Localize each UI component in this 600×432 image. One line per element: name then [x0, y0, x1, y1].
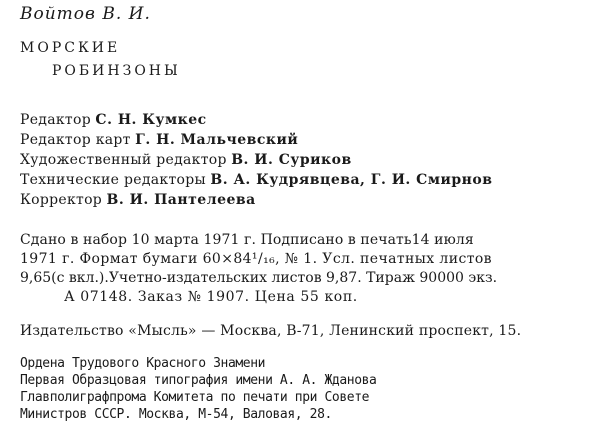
printer-line: Главполиграфпрома Комитета по печати при Совете	[20, 390, 370, 405]
credit-label: Редактор	[20, 112, 91, 128]
credit-name: В. И. Пантелеева	[106, 192, 256, 208]
credit-label: Редактор карт	[20, 132, 131, 148]
printer-line: Министров СССР. Москва, М-54, Валовая, 28.	[20, 407, 332, 422]
credit-proofreader	[20, 190, 492, 210]
credit-name: В. А. Кудрявцева, Г. И. Смирнов	[210, 172, 493, 188]
credit-label: Технические редакторы	[20, 172, 206, 188]
credit-name: Г. Н. Мальчевский	[135, 132, 299, 148]
credits-block	[20, 110, 492, 210]
credit-technical-editors	[20, 170, 492, 190]
credit-label: Корректор	[20, 192, 103, 208]
credit-label: Художественный редактор	[20, 152, 227, 168]
printing-details-line: А 07148. Заказ № 1907. Цена 55 коп.	[64, 289, 358, 305]
credit-name: В. И. Суриков	[231, 152, 352, 168]
author-name: Войтов В. И.	[20, 4, 151, 24]
book-title-line-1: МОРСКИЕ	[20, 40, 121, 56]
credit-editor	[20, 110, 492, 130]
printer-line: Ордена Трудового Красного Знамени	[20, 356, 266, 371]
printing-details-line: Сдано в набор 10 марта 1971 г. Подписано в печать14 июля	[20, 232, 474, 248]
credit-map-editor	[20, 130, 492, 150]
printer-imprint	[20, 355, 376, 423]
book-title-line-2: РОБИНЗОНЫ	[52, 63, 181, 79]
publisher-address: Издательство «Мысль» — Москва, В-71, Ленинский проспект, 15.	[20, 323, 522, 339]
credit-name: С. Н. Кумкес	[95, 112, 207, 128]
printer-line: Первая Образцовая типография имени А. А. Жданова	[20, 373, 377, 388]
printing-details-line: 9,65(с вкл.).Учетно-издательских листов 9,87. Тираж 90000 экз.	[20, 270, 498, 286]
credit-art-editor	[20, 150, 492, 170]
printing-details	[20, 231, 497, 307]
printing-details-line: 1971 г. Формат бумаги 60×84¹/₁₆, № 1. Усл. печатных листов	[20, 251, 492, 267]
